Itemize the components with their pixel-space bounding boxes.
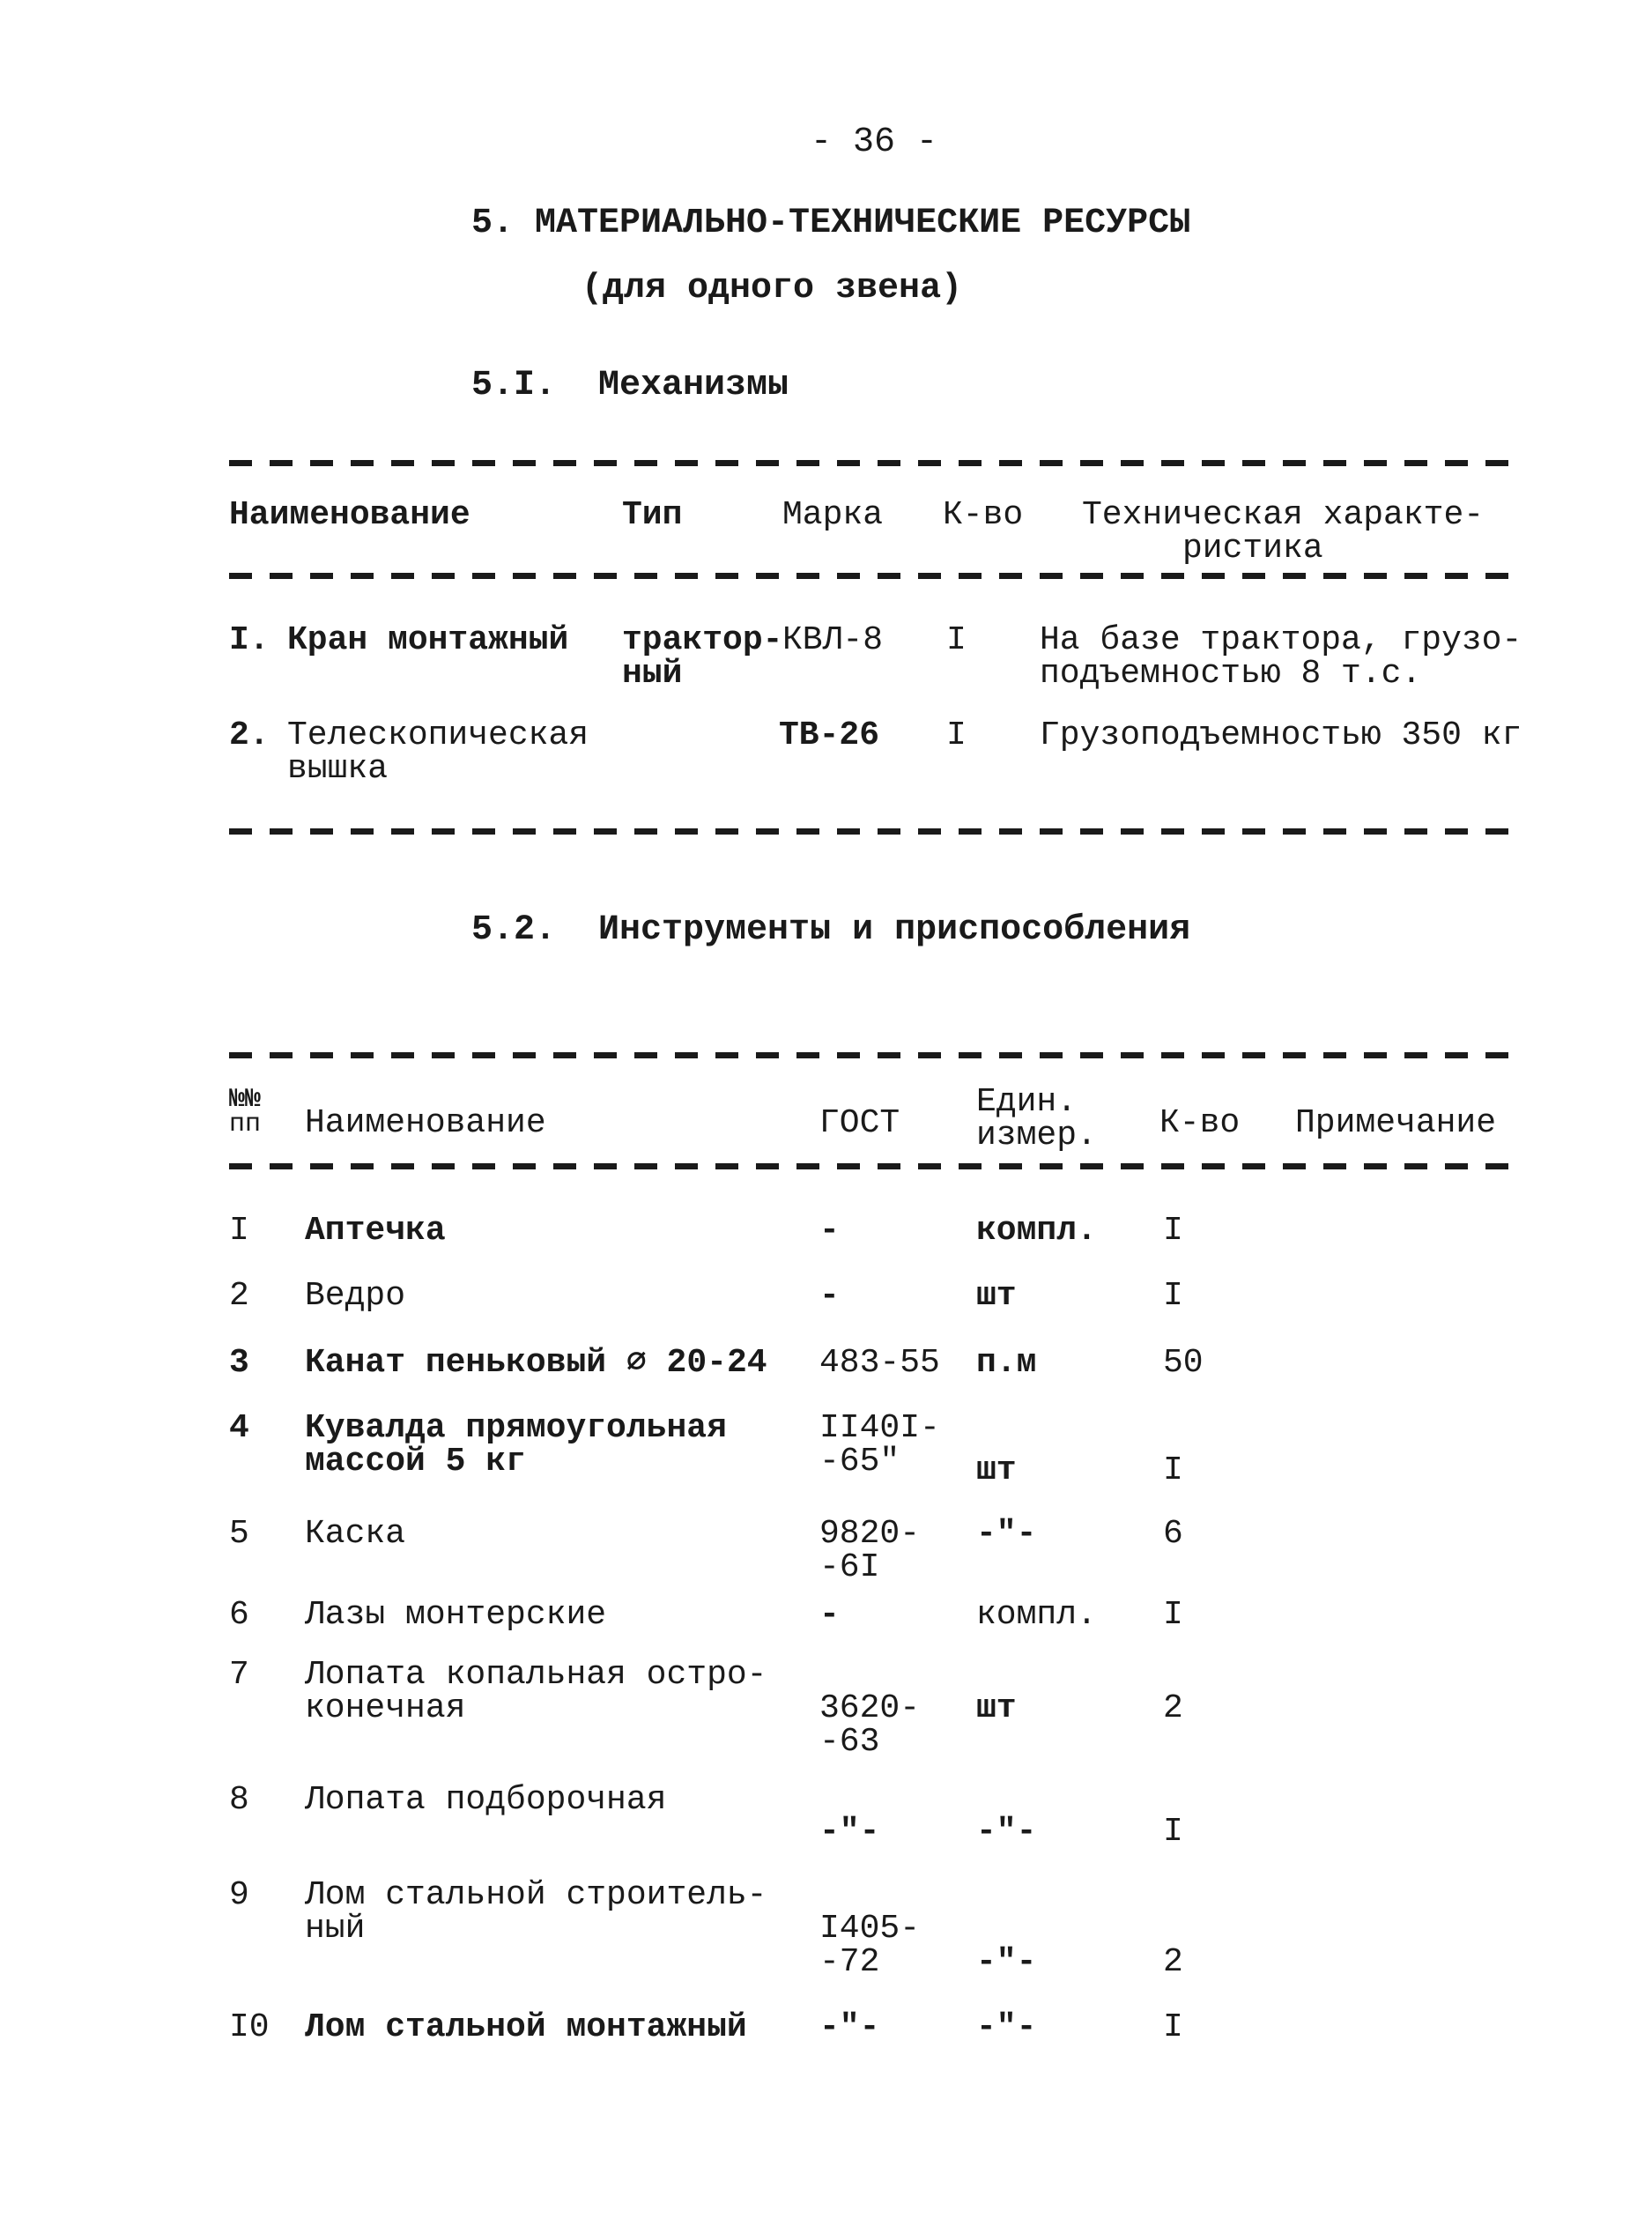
row-name: Кран монтажный	[287, 621, 569, 659]
row-unit: шт	[976, 1277, 1017, 1315]
row-gost: -"-	[819, 1813, 880, 1851]
row-number: I	[229, 1212, 249, 1250]
table-rule-top	[229, 1052, 1524, 1058]
row-name-cont: вышка	[287, 750, 389, 788]
row-name: Лазы монтерские	[305, 1596, 607, 1634]
row-number: 8	[229, 1781, 249, 1819]
row-unit: -"-	[976, 1943, 1037, 1981]
row-gost: I405-	[819, 1910, 921, 1948]
row-name-cont: конечная	[305, 1689, 466, 1727]
row-qty: I	[1163, 2008, 1183, 2046]
table-rule-header	[229, 1163, 1524, 1169]
tools-header-unit-cont: измер.	[976, 1117, 1097, 1154]
mech-header-qty: К-во	[943, 496, 1024, 534]
row-unit: компл.	[976, 1596, 1097, 1634]
row-gost-cont: -63	[819, 1723, 880, 1761]
row-name: Кувалда прямоугольная	[305, 1409, 727, 1447]
row-spec: Грузоподъемностью 350 кг	[1040, 716, 1522, 754]
row-spec-cont: подъемностью 8 т.с.	[1040, 655, 1422, 693]
row-unit: п.м	[976, 1344, 1037, 1382]
row-qty: 6	[1163, 1515, 1183, 1553]
row-qty: I	[946, 716, 967, 754]
row-name: Аптечка	[305, 1212, 446, 1250]
tools-header-gost: ГОСТ	[819, 1104, 900, 1142]
row-name: Канат пеньковый ∅ 20-24	[305, 1344, 767, 1382]
tools-header-num: №№	[229, 1085, 262, 1115]
row-gost: -"-	[819, 2008, 880, 2046]
row-unit: -"-	[976, 1813, 1037, 1851]
row-name: Лом стальной строитель-	[305, 1876, 767, 1914]
row-number: 7	[229, 1656, 249, 1694]
row-gost-cont: -6I	[819, 1548, 880, 1586]
table-rule-bottom	[229, 828, 1524, 835]
tools-heading: 5.2. Инструменты и приспособления	[471, 910, 1191, 950]
row-unit: шт	[976, 1451, 1017, 1489]
row-number: I.	[229, 621, 270, 659]
row-unit: -"-	[976, 1515, 1037, 1553]
tools-header-name: Наименование	[305, 1104, 546, 1142]
row-qty: I	[946, 621, 967, 659]
row-name: Лопата подборочная	[305, 1781, 667, 1819]
row-number: 6	[229, 1596, 249, 1634]
row-number: 4	[229, 1409, 249, 1447]
mechanisms-heading: 5.I. Механизмы	[471, 366, 789, 405]
tools-header-num-cont: пп	[229, 1110, 262, 1139]
row-gost: 3620-	[819, 1689, 921, 1727]
row-name-cont: массой 5 кг	[305, 1443, 526, 1481]
table-rule-top	[229, 460, 1524, 466]
row-gost: 9820-	[819, 1515, 921, 1553]
row-name: Лом стальной монтажный	[305, 2008, 747, 2046]
row-brand: КВЛ-8	[782, 621, 884, 659]
row-brand: ТВ-26	[779, 716, 880, 754]
table-rule-header	[229, 573, 1524, 579]
section-title: 5. МАТЕРИАЛЬНО-ТЕХНИЧЕСКИЕ РЕСУРСЫ	[471, 204, 1191, 243]
section-subtitle: (для одного звена)	[582, 269, 963, 308]
row-unit: шт	[976, 1689, 1017, 1727]
row-number: 3	[229, 1344, 249, 1382]
tools-header-note: Примечание	[1295, 1104, 1497, 1142]
row-name: Ведро	[305, 1277, 406, 1315]
row-qty: 2	[1163, 1943, 1183, 1981]
row-number: 2.	[229, 716, 270, 754]
row-name: Лопата копальная остро-	[305, 1656, 767, 1694]
row-qty: I	[1163, 1813, 1183, 1851]
row-gost-cont: -72	[819, 1943, 880, 1981]
row-number: 5	[229, 1515, 249, 1553]
row-number: I0	[229, 2008, 270, 2046]
row-qty: I	[1163, 1277, 1183, 1315]
row-unit: компл.	[976, 1212, 1097, 1250]
row-name: Каска	[305, 1515, 406, 1553]
tools-header-qty: К-во	[1159, 1104, 1241, 1142]
row-name-cont: ный	[305, 1910, 366, 1948]
row-type-cont: ный	[622, 655, 683, 693]
mech-header-spec-cont: ристика	[1182, 530, 1323, 568]
row-gost: -	[819, 1596, 840, 1634]
row-gost-cont: -65"	[819, 1443, 900, 1481]
row-type: трактор-	[622, 621, 783, 659]
row-name: Телескопическая	[287, 716, 589, 754]
row-qty: 50	[1163, 1344, 1204, 1382]
row-gost: II40I-	[819, 1409, 940, 1447]
row-number: 2	[229, 1277, 249, 1315]
row-number: 9	[229, 1876, 249, 1914]
mech-header-brand: Марка	[782, 496, 884, 534]
row-gost: 483-55	[819, 1344, 940, 1382]
page-number: - 36 -	[811, 122, 938, 162]
row-unit: -"-	[976, 2008, 1037, 2046]
row-qty: I	[1163, 1212, 1183, 1250]
row-qty: I	[1163, 1451, 1183, 1489]
mech-header-type: Тип	[622, 496, 683, 534]
row-gost: -	[819, 1277, 840, 1315]
mech-header-spec: Техническая характе-	[1082, 496, 1485, 534]
row-qty: I	[1163, 1596, 1183, 1634]
row-gost: -	[819, 1212, 840, 1250]
mech-header-name: Наименование	[229, 496, 470, 534]
row-spec: На базе трактора, грузо-	[1040, 621, 1522, 659]
row-qty: 2	[1163, 1689, 1183, 1727]
tools-header-unit: Един.	[976, 1083, 1078, 1121]
